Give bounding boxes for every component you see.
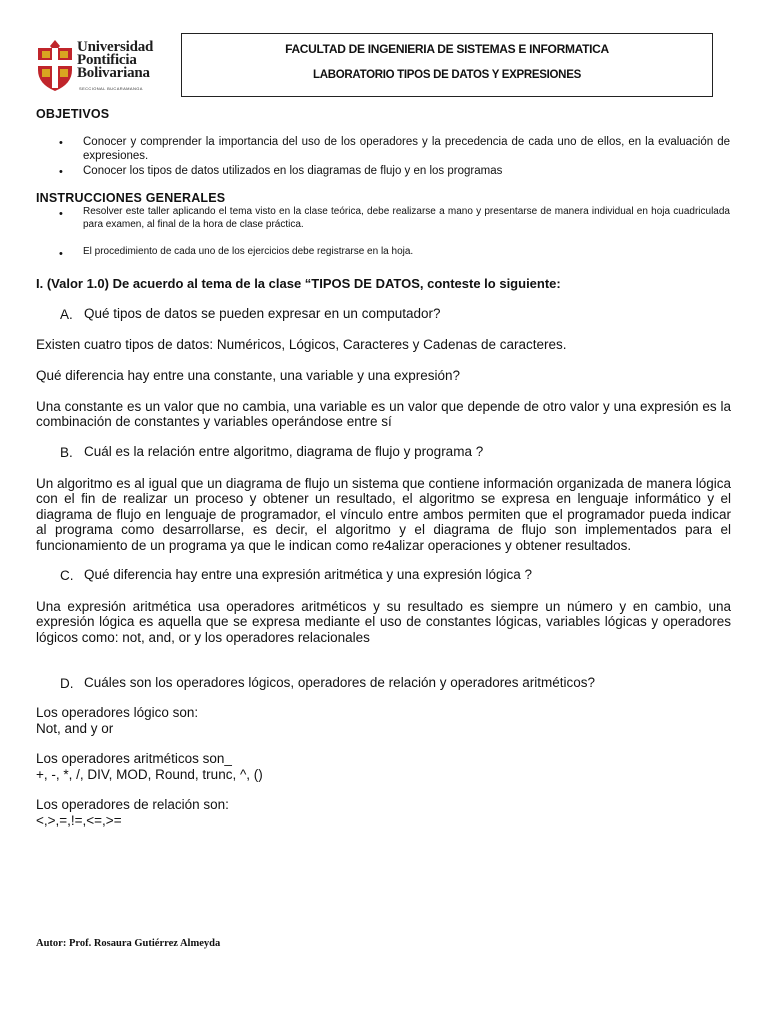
relacion-value: <,>,=,!=,<=,>= [36, 813, 122, 828]
faculty-title: FACULTAD DE INGENIERIA DE SISTEMAS E INFORMATICA [285, 42, 609, 56]
bullet-icon: • [59, 137, 63, 149]
bullet-icon: • [59, 208, 63, 220]
answer-b: Un algoritmo es al igual que un diagrama de flujo un sistema que contiene información organizada de manera lógica con el fin de realizar un proceso y obtener un resultado, el algoritmo se expresa en lenguaje informático y el diagrama de flujo en lenguaje de programador, el vínculo entre ambos permiten que el programador pueda indicar al programa como desarrollarse, es decir, el algoritmo y el diagrama de flujo son implementados para el funcionamiento de un programa ya que le indican como re4alizar operaciones y obtener resultados. [36, 476, 731, 553]
question-c-letter: C. [60, 568, 74, 583]
question-b-letter: B. [60, 445, 73, 460]
logo-subtitle: SECCIONAL BUCARAMANGA [79, 86, 143, 91]
question-a-text: Qué tipos de datos se pueden expresar en un computador? [84, 306, 441, 321]
author-footer: Autor: Prof. Rosaura Gutiérrez Almeyda [36, 938, 221, 949]
logo-wordmark [77, 41, 153, 95]
logo-line-3: Bolivariana [77, 65, 150, 81]
question-a2: Qué diferencia hay entre una constante, una variable y una expresión? [36, 368, 461, 383]
answer-c: Una expresión aritmética usa operadores aritméticos y su resultado es siempre un número y en cambio, una expresión lógica es aquella que se expresa mediante el uso de constantes lógicas, variables lógicas y operadores lógicos como: not, and, or y los operadores relacionales [36, 599, 731, 645]
answer-a: Existen cuatro tipos de datos: Numéricos, Lógicos, Caracteres y Cadenas de caracteres. [36, 337, 567, 352]
bullet-icon: • [59, 248, 63, 260]
crest-icon [35, 40, 75, 92]
header-box [181, 33, 713, 97]
question-c-text: Qué diferencia hay entre una expresión aritmética y una expresión lógica ? [84, 567, 533, 582]
bullet-icon: • [59, 166, 63, 178]
question-b-text: Cuál es la relación entre algoritmo, diagrama de flujo y programa ? [84, 444, 484, 459]
aritmeticos-value: +, -, *, /, DIV, MOD, Round, trunc, ^, () [36, 767, 263, 782]
instruccion-item-1: Resolver este taller aplicando el tema visto en la clase teórica, debe realizarse a mano y presentarse de manera individual en hoja cuadriculada para examen, al final de la hora de clase práctica. [83, 206, 730, 230]
question-a-letter: A. [60, 307, 73, 322]
relacion-label: Los operadores de relación son: [36, 797, 229, 812]
instruccion-item-2: El procedimiento de cada uno de los ejercicios debe registrarse en la hoja. [83, 246, 414, 257]
lab-title: LABORATORIO TIPOS DE DATOS Y EXPRESIONES [313, 69, 581, 81]
question-d-text: Cuáles son los operadores lógicos, operadores de relación y operadores aritméticos? [84, 675, 596, 690]
aritmeticos-label: Los operadores aritméticos son_ [36, 751, 232, 766]
question-d-letter: D. [60, 676, 74, 691]
section-1-heading: I. (Valor 1.0) De acuerdo al tema de la clase “TIPOS DE DATOS, conteste lo siguiente: [36, 276, 561, 291]
objetivo-item-2: Conocer los tipos de datos utilizados en los diagramas de flujo y en los programas [83, 165, 503, 177]
objetivo-item-1: Conocer y comprender la importancia del uso de los operadores y la precedencia de cada uno de ellos, en la evaluación de expresiones. [83, 136, 730, 162]
logicos-label: Los operadores lógico son: [36, 705, 199, 720]
university-logo [35, 40, 165, 96]
objetivos-heading: OBJETIVOS [36, 107, 110, 121]
logo-line-2: Pontificia [77, 52, 137, 68]
logo-line-1: Universidad [77, 39, 154, 55]
logicos-value: Not, and y or [36, 721, 114, 736]
instrucciones-heading: INSTRUCCIONES GENERALES [36, 191, 226, 205]
answer-a2: Una constante es un valor que no cambia, una variable es un valor que depende de otro valor y una expresión es la combinación de constantes y variables operándose entre sí [36, 399, 731, 429]
